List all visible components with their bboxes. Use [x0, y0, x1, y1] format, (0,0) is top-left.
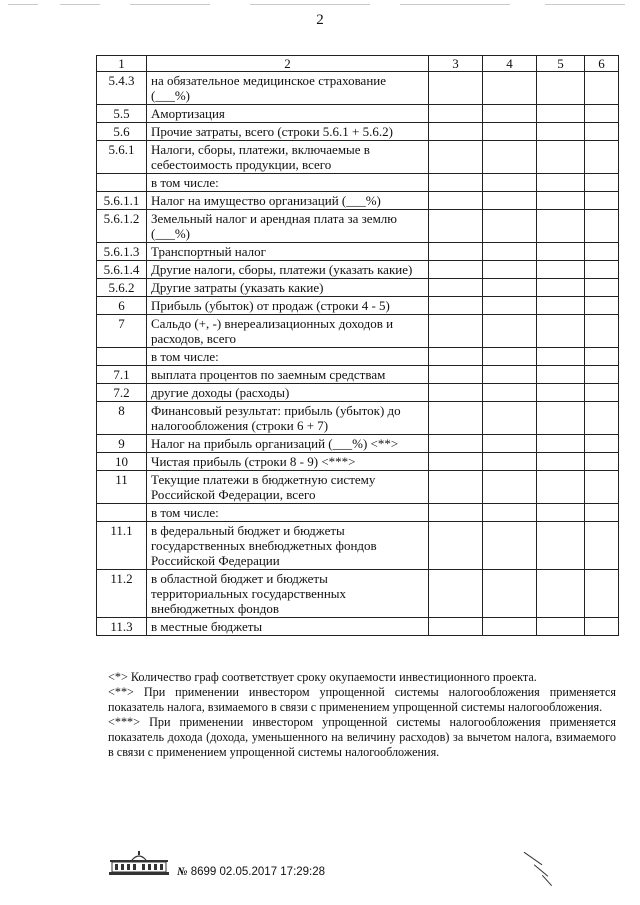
table-row — [97, 123, 619, 141]
value-cell — [537, 192, 585, 210]
value-cell — [537, 366, 585, 384]
row-code — [97, 174, 147, 192]
row-label: в местные бюджеты — [147, 618, 429, 636]
value-cell — [537, 297, 585, 315]
row-label: Амортизация — [147, 105, 429, 123]
value-cell — [429, 348, 483, 366]
value-cell — [585, 570, 619, 618]
value-cell — [585, 297, 619, 315]
row-code: 5.6.1.4 — [97, 261, 147, 279]
row-label: Налог на имущество организаций (___%) — [147, 192, 429, 210]
value-cell — [585, 453, 619, 471]
row-label: Текущие платежи в бюджетную систему Российской Федерации, всего — [147, 471, 429, 504]
row-label: Налог на прибыль организаций (___%) <**> — [147, 435, 429, 453]
value-cell — [585, 522, 619, 570]
table-row — [97, 618, 619, 636]
building-logo-icon — [108, 850, 170, 876]
row-label: Финансовый результат: прибыль (убыток) до налогообложения (строки 6 + 7) — [147, 402, 429, 435]
value-cell — [429, 570, 483, 618]
value-cell — [585, 105, 619, 123]
row-label: Чистая прибыль (строки 8 - 9) <***> — [147, 453, 429, 471]
row-code — [97, 504, 147, 522]
value-cell — [483, 402, 537, 435]
value-cell — [483, 297, 537, 315]
row-label: Налоги, сборы, платежи, включаемые в себестоимость продукции, всего — [147, 141, 429, 174]
table-header-row — [97, 56, 619, 72]
value-cell — [483, 72, 537, 105]
value-cell — [429, 210, 483, 243]
value-cell — [585, 261, 619, 279]
value-cell — [537, 504, 585, 522]
footnote: <***> При применении инвестором упрощенной системы налогообложения применяется показатель дохода (дохода, уменьшенного на величину расходов) за вычетом налога, взимаемого в связи с применением упрощенной системы налогообложения. — [108, 715, 616, 759]
value-cell — [537, 210, 585, 243]
row-code: 5.4.3 — [97, 72, 147, 105]
value-cell — [585, 435, 619, 453]
value-cell — [429, 141, 483, 174]
footnote: <**> При применении инвестором упрощенной системы налогообложения применяется показатель налога, взимаемого в связи с применением упрощенной системы налогообложения. — [108, 685, 616, 714]
row-label: другие доходы (расходы) — [147, 384, 429, 402]
row-label: на обязательное медицинское страхование (___%) — [147, 72, 429, 105]
row-code: 5.6.2 — [97, 279, 147, 297]
table-row — [97, 366, 619, 384]
value-cell — [429, 72, 483, 105]
table-row — [97, 471, 619, 504]
row-label: Другие затраты (указать какие) — [147, 279, 429, 297]
value-cell — [429, 105, 483, 123]
value-cell — [585, 210, 619, 243]
row-label: Другие налоги, сборы, платежи (указать какие) — [147, 261, 429, 279]
value-cell — [483, 105, 537, 123]
value-cell — [537, 522, 585, 570]
value-cell — [483, 435, 537, 453]
table-row — [97, 243, 619, 261]
value-cell — [537, 435, 585, 453]
row-code: 11.2 — [97, 570, 147, 618]
col-header: 6 — [585, 56, 619, 72]
table-row — [97, 192, 619, 210]
value-cell — [537, 72, 585, 105]
row-code: 5.6.1.3 — [97, 243, 147, 261]
row-code: 8 — [97, 402, 147, 435]
col-header: 3 — [429, 56, 483, 72]
row-code: 6 — [97, 297, 147, 315]
row-code: 5.6.1.2 — [97, 210, 147, 243]
col-header: 2 — [147, 56, 429, 72]
value-cell — [483, 174, 537, 192]
financial-table — [96, 55, 619, 636]
value-cell — [483, 279, 537, 297]
table-row — [97, 522, 619, 570]
table-row — [97, 315, 619, 348]
table-row — [97, 279, 619, 297]
value-cell — [429, 366, 483, 384]
value-cell — [483, 315, 537, 348]
value-cell — [537, 453, 585, 471]
table-row — [97, 141, 619, 174]
value-cell — [483, 522, 537, 570]
col-header: 1 — [97, 56, 147, 72]
value-cell — [585, 72, 619, 105]
value-cell — [537, 570, 585, 618]
value-cell — [483, 243, 537, 261]
table-row — [97, 174, 619, 192]
value-cell — [537, 471, 585, 504]
stamp-number: 8699 — [190, 866, 217, 878]
table-row — [97, 297, 619, 315]
row-code: 7.2 — [97, 384, 147, 402]
table-row — [97, 72, 619, 105]
value-cell — [429, 453, 483, 471]
table-row — [97, 261, 619, 279]
stamp-datetime: 02.05.2017 17:29:28 — [219, 866, 326, 878]
row-code: 5.6.1 — [97, 141, 147, 174]
value-cell — [483, 366, 537, 384]
value-cell — [483, 570, 537, 618]
value-cell — [585, 402, 619, 435]
value-cell — [537, 123, 585, 141]
row-label: выплата процентов по заемным средствам — [147, 366, 429, 384]
registration-stamp — [177, 866, 325, 878]
col-header: 4 — [483, 56, 537, 72]
row-label: в областной бюджет и бюджеты территориальных государственных внебюджетных фондов — [147, 570, 429, 618]
table-row — [97, 453, 619, 471]
value-cell — [429, 504, 483, 522]
value-cell — [483, 141, 537, 174]
value-cell — [537, 105, 585, 123]
value-cell — [483, 618, 537, 636]
value-cell — [429, 522, 483, 570]
value-cell — [483, 471, 537, 504]
row-label: в том числе: — [147, 504, 429, 522]
value-cell — [483, 123, 537, 141]
value-cell — [585, 123, 619, 141]
table-row — [97, 570, 619, 618]
value-cell — [483, 348, 537, 366]
value-cell — [483, 504, 537, 522]
value-cell — [429, 315, 483, 348]
value-cell — [429, 192, 483, 210]
value-cell — [537, 174, 585, 192]
footnotes — [108, 670, 616, 760]
value-cell — [429, 123, 483, 141]
row-code: 7.1 — [97, 366, 147, 384]
value-cell — [483, 210, 537, 243]
value-cell — [585, 315, 619, 348]
row-code: 5.5 — [97, 105, 147, 123]
table-row — [97, 105, 619, 123]
row-label: Прибыль (убыток) от продаж (строки 4 - 5) — [147, 297, 429, 315]
value-cell — [429, 471, 483, 504]
value-cell — [537, 243, 585, 261]
row-label: Прочие затраты, всего (строки 5.6.1 + 5.6.2) — [147, 123, 429, 141]
row-code: 11.1 — [97, 522, 147, 570]
value-cell — [585, 192, 619, 210]
row-label: в федеральный бюджет и бюджеты государственных внебюджетных фондов Российской Федерации — [147, 522, 429, 570]
value-cell — [585, 471, 619, 504]
row-code — [97, 348, 147, 366]
row-label: в том числе: — [147, 174, 429, 192]
value-cell — [429, 279, 483, 297]
value-cell — [585, 141, 619, 174]
value-cell — [537, 279, 585, 297]
value-cell — [585, 618, 619, 636]
page-number: 2 — [316, 12, 324, 28]
table-row — [97, 435, 619, 453]
value-cell — [537, 402, 585, 435]
value-cell — [429, 384, 483, 402]
row-label: Сальдо (+, -) внереализационных доходов и расходов, всего — [147, 315, 429, 348]
value-cell — [585, 279, 619, 297]
value-cell — [429, 402, 483, 435]
value-cell — [537, 348, 585, 366]
value-cell — [585, 174, 619, 192]
value-cell — [483, 261, 537, 279]
row-code: 11.3 — [97, 618, 147, 636]
value-cell — [585, 366, 619, 384]
row-code: 5.6.1.1 — [97, 192, 147, 210]
value-cell — [537, 315, 585, 348]
value-cell — [483, 192, 537, 210]
row-code: 10 — [97, 453, 147, 471]
table-row — [97, 402, 619, 435]
table-row — [97, 348, 619, 366]
row-code: 7 — [97, 315, 147, 348]
number-sign-icon: № — [177, 866, 188, 878]
row-label: Транспортный налог — [147, 243, 429, 261]
table-row — [97, 384, 619, 402]
value-cell — [537, 141, 585, 174]
value-cell — [585, 243, 619, 261]
row-label: в том числе: — [147, 348, 429, 366]
col-header: 5 — [537, 56, 585, 72]
row-code: 5.6 — [97, 123, 147, 141]
value-cell — [429, 174, 483, 192]
value-cell — [537, 618, 585, 636]
table-row — [97, 210, 619, 243]
value-cell — [537, 261, 585, 279]
row-code: 11 — [97, 471, 147, 504]
value-cell — [537, 384, 585, 402]
table-row — [97, 504, 619, 522]
value-cell — [585, 348, 619, 366]
value-cell — [429, 243, 483, 261]
value-cell — [483, 453, 537, 471]
value-cell — [429, 261, 483, 279]
value-cell — [585, 384, 619, 402]
footnote: <*> Количество граф соответствует сроку окупаемости инвестиционного проекта. — [108, 670, 537, 684]
value-cell — [585, 504, 619, 522]
value-cell — [483, 384, 537, 402]
row-code: 9 — [97, 435, 147, 453]
value-cell — [429, 435, 483, 453]
value-cell — [429, 618, 483, 636]
row-label: Земельный налог и арендная плата за землю (___%) — [147, 210, 429, 243]
value-cell — [429, 297, 483, 315]
